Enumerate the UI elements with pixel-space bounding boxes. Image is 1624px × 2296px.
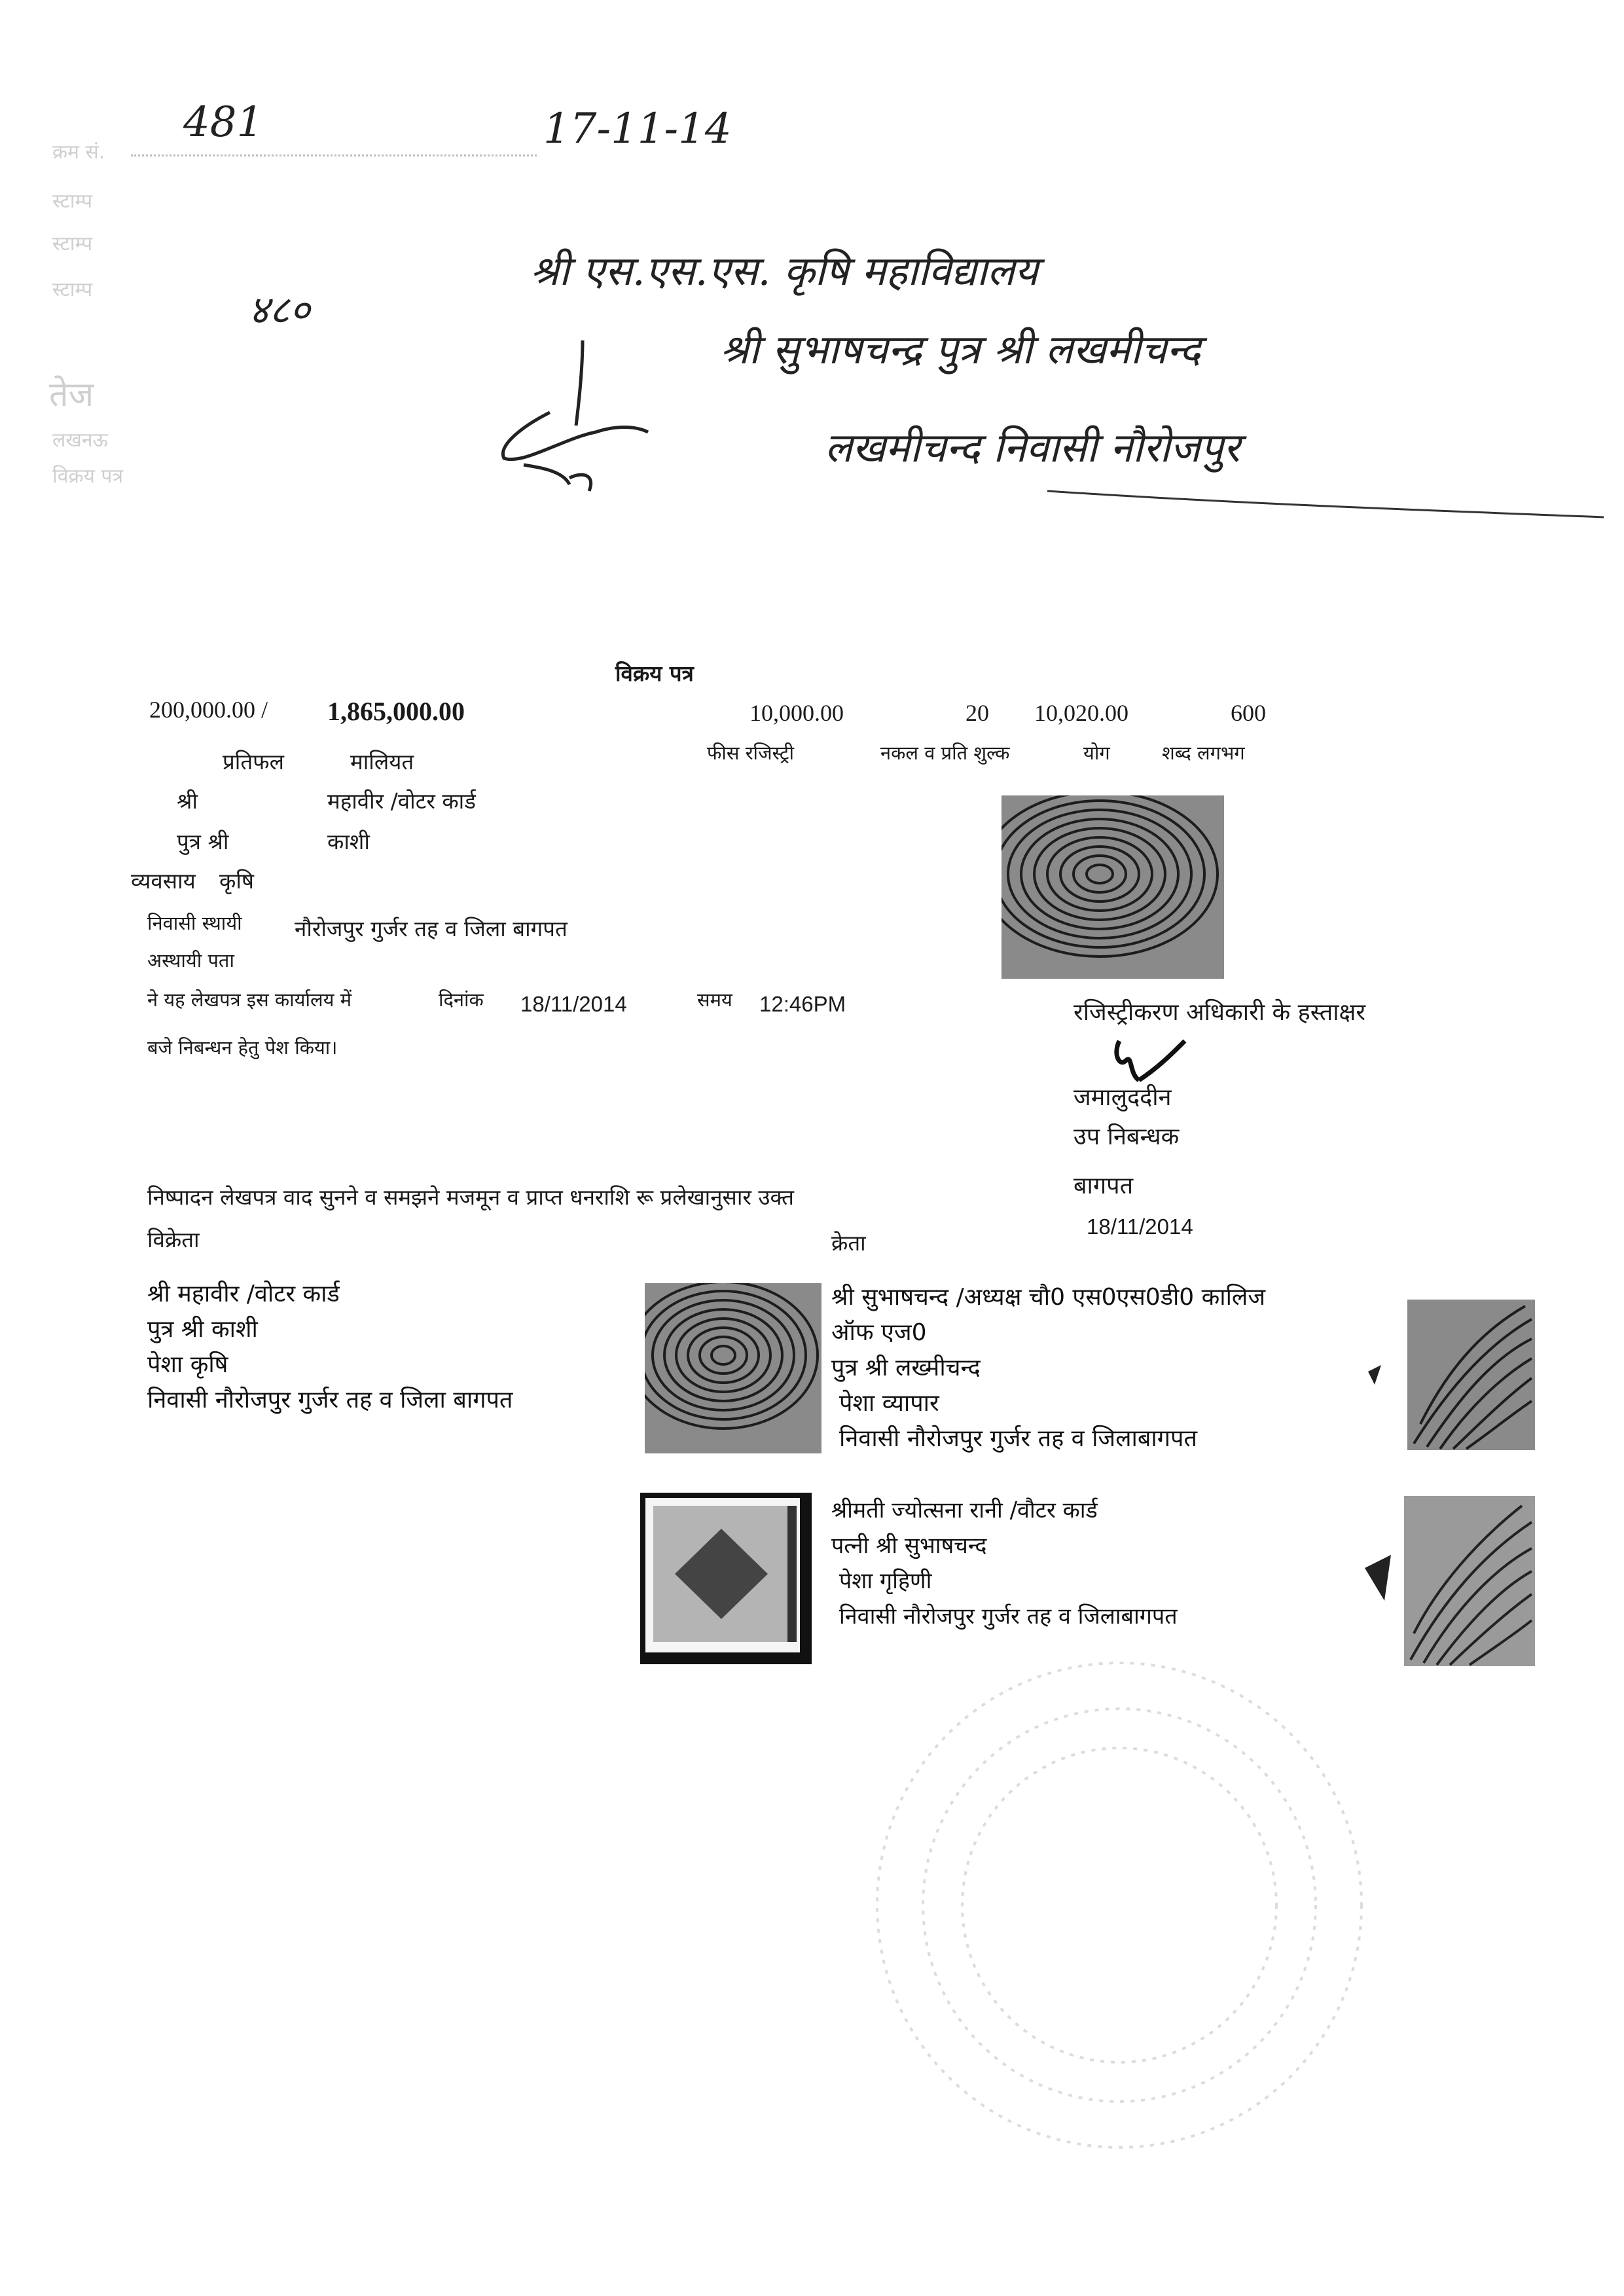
handwritten-serial-no: 481	[183, 98, 264, 147]
stamp-faded-heading: तेज	[49, 375, 94, 414]
registrar-date: 18/11/2014	[1087, 1214, 1193, 1239]
stamp-faded-line: विक्रय पत्र	[52, 465, 124, 488]
label-words: शब्द लगभग	[1162, 742, 1245, 764]
label-temporary-address: अस्थायी पता	[147, 949, 234, 972]
copy-fee: 20	[965, 700, 989, 726]
registrar-name: जमालुददीन	[1074, 1084, 1172, 1111]
seller-fingerprint	[645, 1283, 821, 1453]
handwritten-signature	[484, 327, 681, 498]
official-seal	[851, 1650, 1388, 2160]
label-time: समय	[697, 989, 732, 1011]
stamp-faded-line: लखनऊ	[52, 429, 109, 452]
buyer-heading: क्रेता	[831, 1230, 866, 1256]
presenter-occupation: कृषि	[219, 868, 254, 894]
buyer1-name: श्री सुभाषचन्द /अध्यक्ष चौ0 एस0एस0डी0 कालिज	[831, 1284, 1266, 1311]
handwritten-line-1: श्री एस.एस.एस. कृषि महाविद्यालय	[530, 247, 1039, 295]
buyer1-name-cont: ऑफ एज0	[831, 1319, 927, 1346]
registrar-designation: उप निबन्धक	[1074, 1123, 1180, 1150]
buyer2-details	[831, 1493, 1178, 1634]
seller-address: निवासी नौरोजपुर गुर्जर तह व जिला बागपत	[147, 1387, 513, 1413]
total-fee: 10,020.00	[1034, 700, 1128, 726]
label-consideration: प्रतिफल	[223, 749, 284, 774]
stamp-faded-serial: क्रम सं.	[52, 141, 105, 164]
label-total: योग	[1083, 742, 1110, 764]
handwritten-line-3: लखमीचन्द निवासी नौरोजपुर	[825, 424, 1240, 471]
handwritten-date: 17-11-14	[543, 105, 732, 153]
seller-heading: विक्रेता	[147, 1227, 200, 1252]
seller-occupation: पेशा कृषि	[147, 1351, 228, 1378]
seller-father: पुत्र श्री काशी	[147, 1316, 258, 1343]
buyer2-name: श्रीमती ज्योत्सना रानी /वौटर कार्ड	[831, 1497, 1098, 1523]
buyer2-fingerprint	[1365, 1496, 1535, 1666]
stamp-faded-line: स्टाम्प	[52, 232, 93, 255]
buyer1-occupation: पेशा व्यापार	[839, 1390, 939, 1417]
registrar-place: बागपत	[1074, 1173, 1134, 1199]
registry-fee: 10,000.00	[749, 700, 844, 726]
word-count: 600	[1231, 700, 1266, 726]
label-market-value: मालियत	[350, 749, 414, 774]
buyer1-fingerprint	[1368, 1293, 1535, 1450]
consideration-value: 200,000.00 /	[149, 697, 268, 723]
seller-name: श्री महावीर /वोटर कार्ड	[147, 1281, 340, 1307]
label-date: दिनांक	[439, 989, 484, 1011]
label-occupation: व्यवसाय	[131, 868, 196, 894]
buyer1-address: निवासी नौरोजपुर गुर्जर तह व जिलाबागपत	[839, 1425, 1197, 1452]
presented-text: ने यह लेखपत्र इस कार्यालय में	[147, 989, 352, 1011]
presenter-name: महावीर /वोटर कार्ड	[327, 788, 476, 814]
dotted-line	[131, 155, 537, 156]
seller-details	[147, 1277, 513, 1418]
label-permanent-address: निवासी स्थायी	[147, 912, 242, 934]
buyer2-address: निवासी नौरोजपुर गुर्जर तह व जिलाबागपत	[839, 1603, 1178, 1630]
label-copy-fee: नकल व प्रति शुल्क	[880, 742, 1010, 764]
handwritten-underline	[1047, 484, 1610, 524]
registrar-signature-label: रजिस्ट्रीकरण अधिकारी के हस्ताक्षर	[1074, 999, 1366, 1026]
presented-time: 12:46PM	[759, 992, 846, 1016]
presenter-fingerprint	[1001, 795, 1224, 979]
handwritten-note-left: ४८०	[249, 287, 310, 333]
buyer2-occupation: पेशा गृहिणी	[839, 1568, 932, 1594]
buyer1-father: पुत्र श्री लख्मीचन्द	[831, 1355, 981, 1381]
label-shri: श्री	[177, 788, 198, 814]
buyer2-photo	[640, 1493, 812, 1664]
stamp-faded-line: स्टाम्प	[52, 190, 93, 213]
presented-text-2: बजे निबन्धन हेतु पेश किया।	[147, 1036, 338, 1059]
label-registry-fee: फीस रजिस्ट्री	[707, 742, 794, 764]
presenter-father: काशी	[327, 829, 370, 854]
presented-date: 18/11/2014	[520, 992, 627, 1016]
handwritten-line-2: श्री सुभाषचन्द्र पुत्र श्री लखमीचन्द	[720, 325, 1201, 373]
market-value: 1,865,000.00	[327, 697, 465, 726]
buyer2-husband: पत्नी श्री सुभाषचन्द	[831, 1533, 987, 1559]
stamp-faded-line: स्टाम्प	[52, 278, 93, 301]
execution-text: निष्पादन लेखपत्र वाद सुनने व समझने मजमून व प्राप्त धनराशि रू प्रलेखानुसार उक्त	[147, 1184, 794, 1210]
buyer1-details	[831, 1280, 1265, 1457]
label-son-of: पुत्र श्री	[177, 829, 229, 854]
presenter-address: नौरोजपुर गुर्जर तह व जिला बागपत	[295, 916, 568, 941]
document-title: विक्रय पत्र	[615, 661, 694, 686]
